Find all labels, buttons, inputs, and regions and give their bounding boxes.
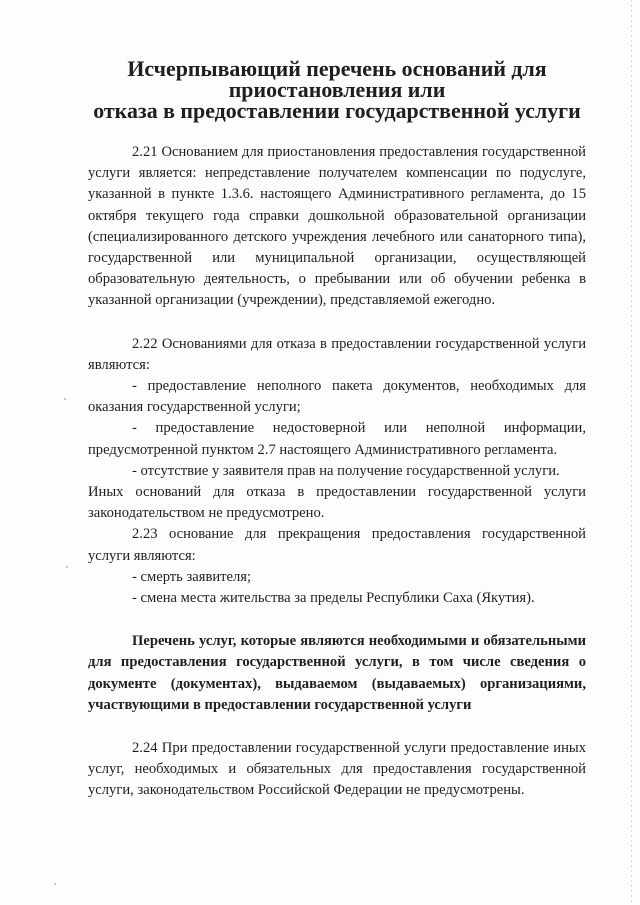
list-item: - смена места жительства за пределы Республики Саха (Якутия).: [132, 590, 535, 607]
section-heading-suspension-refusal: [88, 58, 586, 121]
paragraph-2-22-note: Иных оснований для отказа в предоставлении государственной услуги законодательством не предусмотрено.: [88, 484, 586, 522]
heading-line-2: отказа в предоставлении государственной услуги: [93, 98, 581, 123]
document-body: [88, 58, 586, 802]
list-item: - смерть заявителя;: [132, 568, 252, 585]
paragraph-2-21: 2.21 Основанием для приостановления предоставления государственной услуги является: непредставление получателем компенсации по подуслуге, указанной в пункте 1.3.6. настоящего Административного регламента, до 15 октября текущего года справки дошкольной образовательной организации (специализированного детского учреждения лечебного или санаторного типа), государственной или муниципальной организации, осуществляющей образовательную деятельность, о пребывании или об обучении ребенка в указанной организации (учреждении), представляемой ежегодно.: [88, 144, 586, 309]
scan-speck: [54, 883, 56, 885]
list-item: - предоставление неполного пакета документов, необходимых для оказания государственной услуги;: [88, 378, 586, 416]
scan-speck: [66, 566, 68, 568]
scan-speck: [64, 398, 66, 400]
list-item: - отсутствие у заявителя прав на получение государственной услуги.: [132, 462, 560, 479]
paragraph-2-24: 2.24 При предоставлении государственной услуги предоставление иных услуг, необходимых и обязательных для предоставления государственной услуги, законодательством Российской Федерации не предусмотрены.: [88, 740, 586, 799]
paragraph-2-23: 2.23 основание для прекращения предоставления государственной услуги являются:: [88, 526, 586, 564]
section-heading-required-services: Перечень услуг, которые являются необходимыми и обязательными для предоставления государственной услуги, в том числе сведения о документе (документах), выдаваемом (выдаваемых) организациями, участвующими в предоставлении государственной услуги: [88, 633, 586, 713]
scan-edge-artifact: [631, 0, 632, 905]
paragraph-2-22: 2.22 Основаниями для отказа в предоставлении государственной услуги являются:: [88, 335, 586, 373]
heading-line-1: Исчерпывающий перечень оснований для приостановления или: [127, 56, 547, 102]
list-item: - предоставление недостоверной или неполной информации, предусмотренной пунктом 2.7 настоящего Административного регламента.: [88, 420, 586, 458]
